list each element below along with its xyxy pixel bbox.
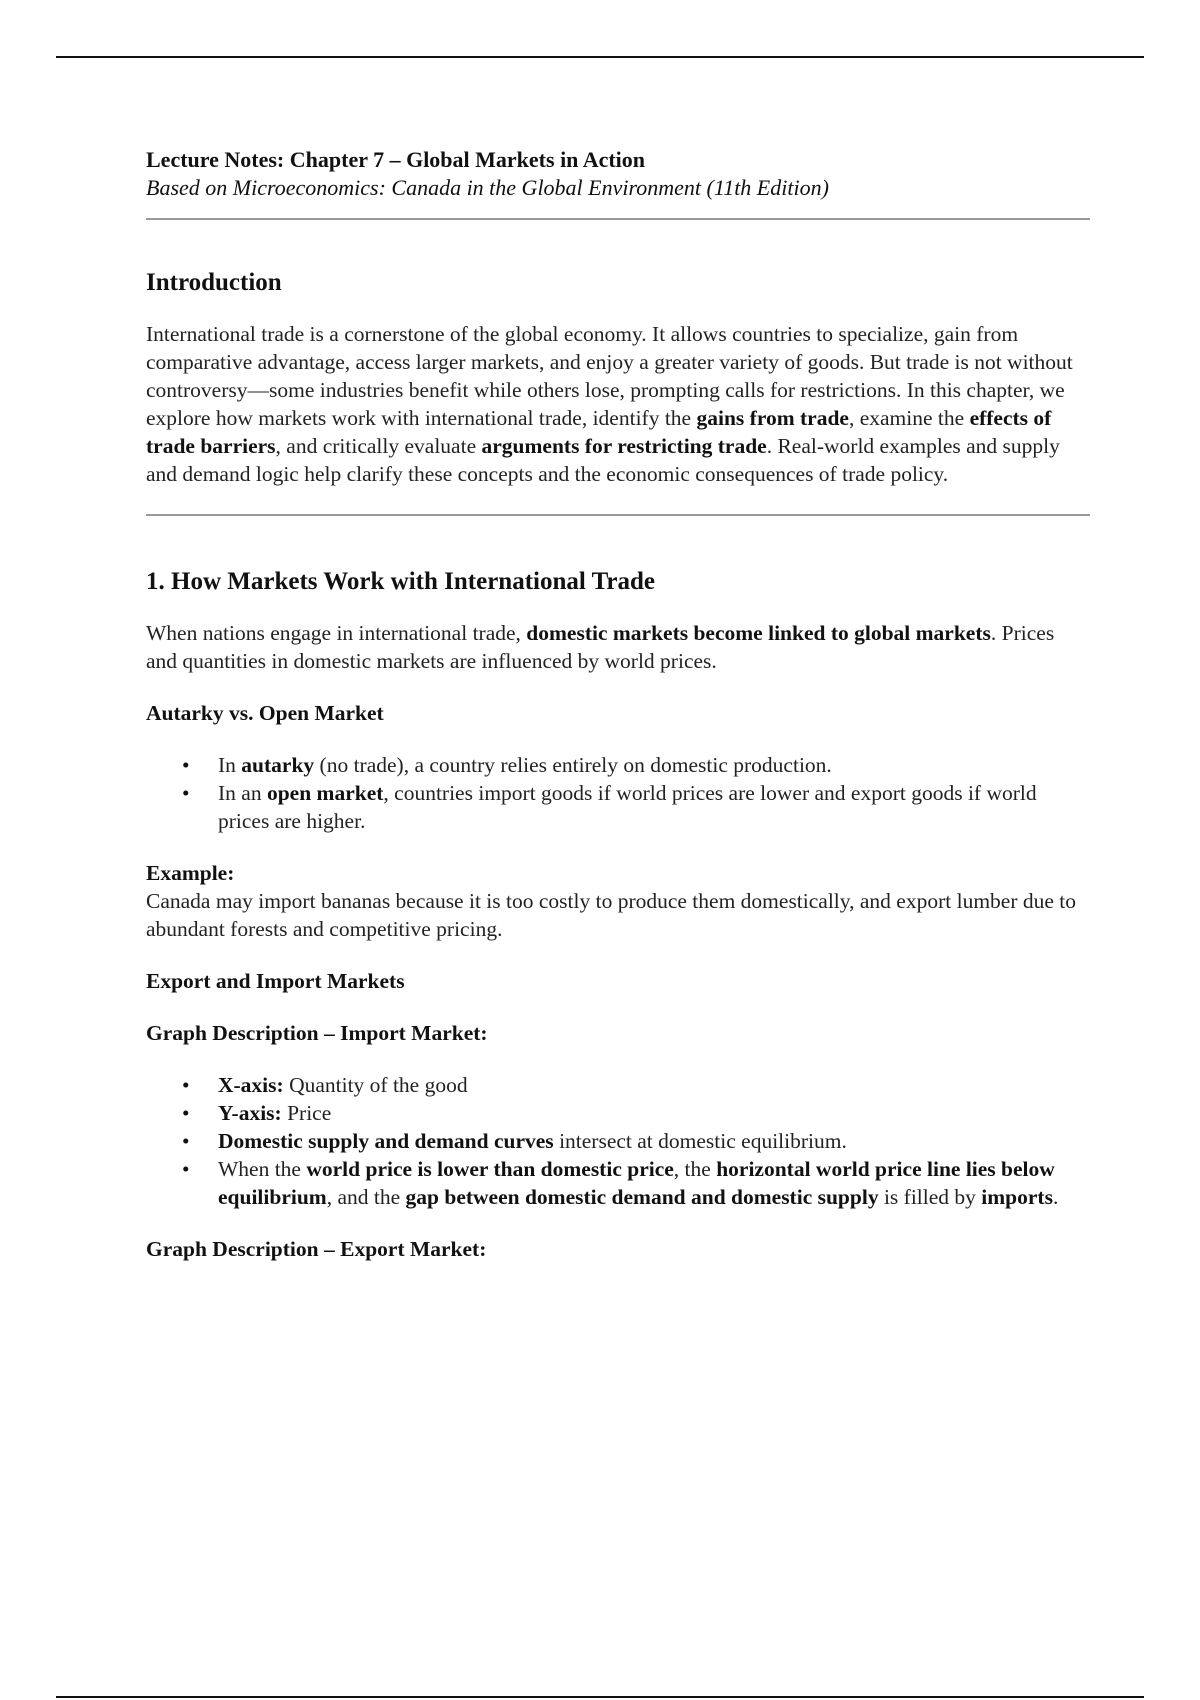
list-item xyxy=(218,779,1090,835)
list-item-text: In xyxy=(218,753,242,777)
list-item-text: . xyxy=(1052,1185,1059,1209)
intro-paragraph xyxy=(146,320,1090,488)
list-item-bold: Domestic supply and demand curves xyxy=(218,1129,554,1153)
autarky-list xyxy=(146,751,1090,835)
list-item-bold: imports xyxy=(981,1185,1053,1209)
list-item-text: Quantity of the good xyxy=(283,1073,468,1097)
list-item xyxy=(218,1127,1090,1155)
intro-bold-gains: gains from trade xyxy=(696,406,849,430)
list-item-text: In an xyxy=(218,781,267,805)
list-item xyxy=(218,1155,1090,1211)
list-item-bold: autarky xyxy=(241,753,315,777)
intro-text-3: , and critically evaluate xyxy=(275,434,482,458)
list-item xyxy=(218,751,1090,779)
list-item-text: , and the xyxy=(326,1185,406,1209)
section-heading-markets-trade: 1. How Markets Work with International Trade xyxy=(146,568,656,595)
divider xyxy=(146,514,1090,516)
list-item xyxy=(218,1099,1090,1127)
list-item-bold: X-axis: xyxy=(218,1073,284,1097)
list-item-text: When the xyxy=(218,1157,307,1181)
page-bottom-rule xyxy=(56,1696,1144,1698)
intro-bold-barriers: effects of trade barriers xyxy=(146,406,1052,458)
page-top-rule xyxy=(56,56,1144,58)
subheading-export-graph: Graph Description – Export Market: xyxy=(146,1237,487,1261)
intro-text-2: , examine the xyxy=(848,406,970,430)
list-item-text: (no trade), a country relies entirely on domestic production. xyxy=(314,753,832,777)
list-item-bold: open market xyxy=(266,781,384,805)
subheading-import-graph: Graph Description – Import Market: xyxy=(146,1021,488,1045)
section1-paragraph xyxy=(146,619,1090,675)
intro-text-1: International trade is a cornerstone of the global economy. It allows countries to specialize, gain from comparative advantage, access larger markets, and enjoy a greater variety of goods. But trade is not without controversy—some industries benefit while others lose, prompting calls for restrictions. In this chapter, we explore how markets work with international trade, identify the xyxy=(146,322,1073,430)
list-item-bold: Y-axis: xyxy=(218,1101,282,1125)
list-item-text: intersect at domestic equilibrium. xyxy=(553,1129,847,1153)
section1-bold-linked: domestic markets become linked to global markets xyxy=(526,621,991,645)
intro-bold-arguments: arguments for restricting trade xyxy=(481,434,767,458)
subheading-autarky: Autarky vs. Open Market xyxy=(146,701,384,725)
section1-text-2: . Prices and quantities in domestic markets are influenced by world prices. xyxy=(146,621,1055,673)
divider xyxy=(146,218,1090,220)
document-body xyxy=(146,146,1090,1263)
list-item-text: , countries import goods if world prices are lower and export goods if world prices are higher. xyxy=(218,781,1037,833)
example-text: Canada may import bananas because it is too costly to produce them domestically, and export lumber due to abundant forests and competitive pricing. xyxy=(146,889,1077,941)
list-item-bold: horizontal world price line lies below equilibrium xyxy=(218,1157,1055,1209)
section-heading-introduction: Introduction xyxy=(146,269,282,296)
list-item-bold: world price is lower than domestic price xyxy=(306,1157,674,1181)
section1-text-1: When nations engage in international trade, xyxy=(146,621,527,645)
list-item-text: is filled by xyxy=(878,1185,982,1209)
list-item-text: Price xyxy=(281,1101,332,1125)
intro-text-4: . Real-world examples and supply and demand logic help clarify these concepts and the economic consequences of trade policy. xyxy=(146,434,1060,486)
example-label: Example: xyxy=(146,861,235,885)
list-item-text: , the xyxy=(673,1157,717,1181)
subheading-export-import: Export and Import Markets xyxy=(146,969,405,993)
import-graph-list xyxy=(146,1071,1090,1211)
document-subtitle: Based on Microeconomics: Canada in the Global Environment (11th Edition) xyxy=(146,175,829,200)
document-title: Lecture Notes: Chapter 7 – Global Markets in Action xyxy=(146,147,646,172)
list-item-bold: gap between domestic demand and domestic supply xyxy=(405,1185,879,1209)
list-item xyxy=(218,1071,1090,1099)
